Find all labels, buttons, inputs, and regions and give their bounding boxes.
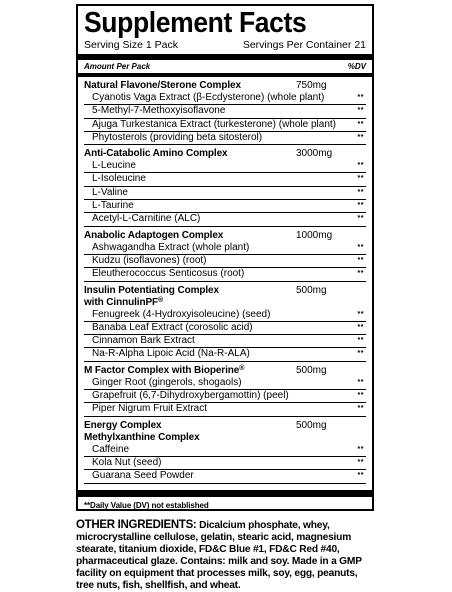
ingredient-group: [84, 77, 366, 145]
other-ingredients-text: Dicalcium phosphate, whey, microcrystalline cellulose, gelatin, stearic acid, magnesium stearate, titanium dioxide, FD&C Blue #1, FD&C Red #40, pharmaceutical glaze. Contains: milk and soy. Made in a GMP facility on equipment that processes milk, soy, egg, peanuts, tree nuts, fish, shellfish, and wheat.: [76, 520, 362, 591]
ingredient-dv: **: [357, 392, 364, 400]
ingredient-row: [84, 131, 366, 144]
ingredient-name: L-Taurine: [92, 200, 134, 212]
ingredient-row: [84, 242, 366, 254]
ingredient-dv: **: [357, 270, 364, 278]
ingredient-dv: **: [357, 310, 364, 318]
servings-per-container: Servings Per Container 21: [242, 39, 366, 51]
group-name: Insulin Potentiating Complex: [84, 284, 219, 296]
ingredient-name: Caffeine: [92, 443, 130, 455]
ingredient-group: [84, 417, 366, 484]
group-amount: 3000mg: [296, 148, 333, 160]
group-amount: 500mg: [296, 419, 327, 431]
amount-per-pack-header: Amount Per Pack: [84, 62, 151, 71]
ingredient-row: [84, 444, 366, 456]
ingredient-row: [84, 334, 366, 347]
ingredient-dv: **: [357, 350, 364, 358]
ingredient-row: [84, 186, 366, 199]
ingredient-dv: **: [357, 94, 364, 101]
ingredient-row: [84, 254, 366, 267]
group-name: Energy Complex: [84, 419, 162, 431]
ingredient-row: [84, 160, 366, 172]
ingredient-name: Guarana Seed Powder: [92, 470, 194, 482]
ingredient-row: [84, 267, 366, 280]
ingredient-dv: **: [357, 107, 364, 115]
ingredient-dv: **: [357, 458, 364, 466]
group-header-line-1: [84, 420, 366, 432]
ingredient-dv: **: [357, 337, 364, 345]
ingredient-name: Fenugreek (4-Hydroxyisoleucine) (seed): [92, 308, 271, 320]
supplement-facts-panel: [76, 4, 374, 511]
ingredient-dv: **: [357, 215, 364, 223]
ingredient-groups: [84, 77, 366, 484]
ingredient-name: Eleutherococcus Senticosus (root): [92, 268, 245, 280]
ingredient-group: [84, 282, 366, 362]
group-header-line-2: [84, 432, 366, 444]
serving-size: Serving Size 1 Pack: [84, 39, 178, 51]
group-name-wrap: [84, 230, 296, 242]
other-ingredients-label: OTHER INGREDIENTS:: [76, 519, 197, 531]
bottom-divider: [78, 490, 372, 497]
group-header: [84, 362, 366, 377]
group-name-wrap: [84, 365, 296, 377]
ingredient-row: [84, 321, 366, 334]
ingredient-dv: **: [357, 133, 364, 141]
ingredient-name: L-Valine: [92, 186, 128, 198]
group-name-line-2: Methylxanthine Complex: [84, 431, 200, 443]
ingredient-group: [84, 145, 366, 226]
amount-header-row: [84, 60, 366, 72]
group-name: Anabolic Adaptogen Complex: [84, 229, 224, 241]
group-name: M Factor Complex with Bioperine: [84, 364, 240, 376]
ingredient-name: Ajuga Turkestanica Extract (turkesterone) (whole plant): [92, 118, 336, 130]
group-header-line-1: [84, 285, 366, 297]
ingredient-name: Cyanotis Vaga Extract (β-Ecdysterone) (whole plant): [92, 92, 325, 103]
dv-header: %DV: [347, 62, 366, 71]
ingredient-name: L-Isoleucine: [92, 173, 146, 185]
group-name-wrap: [84, 148, 296, 160]
group-header-line-2: [84, 297, 366, 309]
ingredient-name: Cinnamon Bark Extract: [92, 335, 195, 347]
registered-mark: ®: [239, 364, 245, 372]
ingredient-group: [84, 362, 366, 417]
group-amount: 750mg: [296, 80, 327, 91]
ingredient-name: Kudzu (isoflavones) (root): [92, 254, 207, 266]
ingredient-dv: **: [357, 472, 364, 480]
ingredient-dv: **: [357, 175, 364, 183]
ingredient-dv: **: [357, 445, 364, 453]
group-header: [84, 145, 366, 160]
ingredient-name: 5-Methyl-7-Methoxyisoflavone: [92, 105, 226, 117]
dv-footnote: **Daily Value (DV) not established: [84, 500, 209, 510]
ingredient-name: Banaba Leaf Extract (corosolic acid): [92, 321, 253, 333]
ingredient-group: [84, 227, 366, 282]
serving-info: [84, 39, 366, 51]
ingredient-row: [84, 104, 366, 117]
group-header: [84, 282, 366, 309]
ingredient-dv: **: [357, 256, 364, 264]
ingredient-name: L-Leucine: [92, 160, 136, 172]
ingredient-row: [84, 309, 366, 321]
ingredient-dv: **: [357, 120, 364, 128]
ingredient-row: [84, 172, 366, 185]
group-name: Anti-Catabolic Amino Complex: [84, 148, 228, 160]
ingredient-row: [84, 118, 366, 131]
ingredient-dv: **: [357, 323, 364, 331]
ingredient-dv: **: [357, 188, 364, 196]
group-header: [84, 77, 366, 92]
group-amount: 500mg: [296, 364, 327, 376]
other-ingredients: [76, 519, 376, 592]
ingredient-row: [84, 92, 366, 104]
group-header: [84, 417, 366, 444]
ingredient-name: Acetyl-L-Carnitine (ALC): [92, 213, 201, 225]
group-amount: 500mg: [296, 284, 327, 296]
group-amount: 1000mg: [296, 229, 333, 241]
ingredient-dv: **: [357, 202, 364, 210]
ingredient-dv: **: [357, 243, 364, 251]
panel-title: Supplement Facts: [84, 7, 307, 39]
ingredient-dv: **: [357, 405, 364, 413]
group-name-wrap: [84, 80, 296, 92]
ingredient-name: Phytosterols (providing beta sitosterol): [92, 131, 263, 143]
ingredient-row: [84, 347, 366, 360]
ingredient-dv: **: [357, 378, 364, 386]
ingredient-name: Grapefruit (6,7-Dihydroxybergamottin) (peel): [92, 390, 289, 402]
ingredient-row: [84, 377, 366, 389]
ingredient-name: Ginger Root (gingerols, shogaols): [92, 376, 242, 388]
ingredient-row: [84, 389, 366, 402]
ingredient-row: [84, 469, 366, 482]
ingredient-row: [84, 456, 366, 469]
group-name-line-2: with CinnulinPF: [84, 296, 159, 308]
ingredient-name: Piper Nigrum Fruit Extract: [92, 403, 208, 415]
ingredient-name: Ashwagandha Extract (whole plant): [92, 241, 250, 253]
ingredient-name: Na-R-Alpha Lipoic Acid (Na-R-ALA): [92, 348, 250, 360]
ingredient-dv: **: [357, 162, 364, 170]
ingredient-row: [84, 199, 366, 212]
ingredient-row: [84, 402, 366, 415]
group-header: [84, 227, 366, 242]
registered-mark: ®: [158, 296, 164, 304]
group-name: Natural Flavone/Sterone Complex: [84, 80, 241, 91]
ingredient-row: [84, 212, 366, 225]
ingredient-name: Kola Nut (seed): [92, 456, 162, 468]
